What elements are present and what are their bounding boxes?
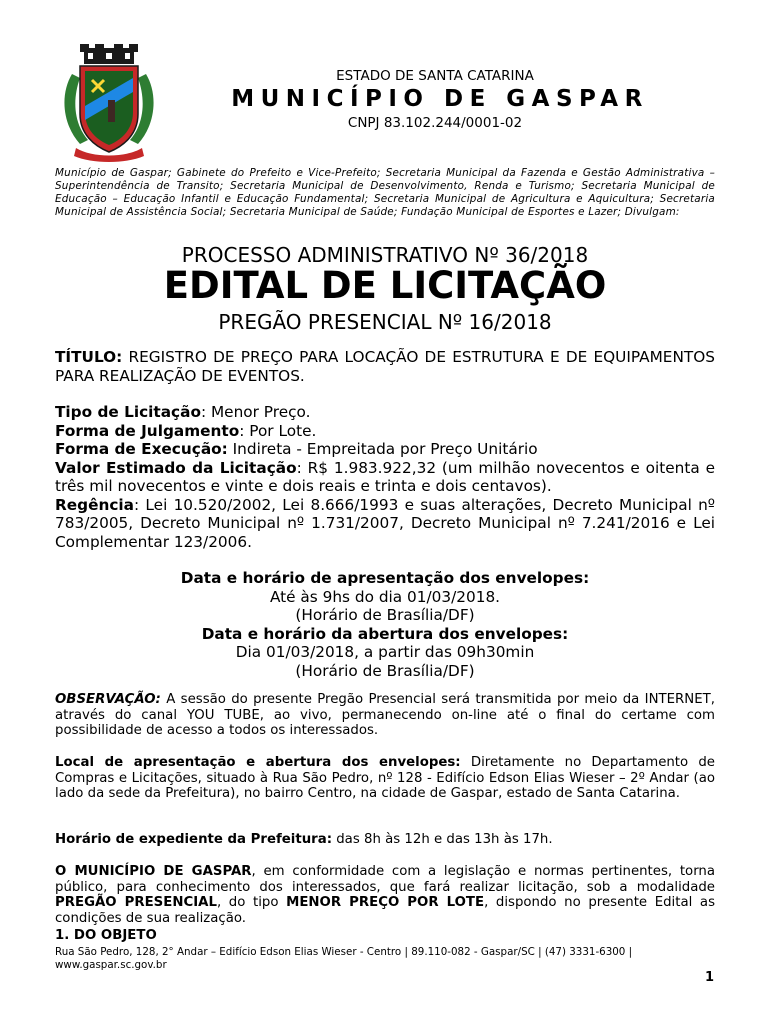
julgamento-label: Forma de Julgamento bbox=[55, 421, 240, 440]
regencia-line bbox=[55, 496, 715, 552]
organizations-list: Município de Gaspar; Gabinete do Prefeito e Vice-Prefeito; Secretaria Municipal da Fazenda e Gestão Administrativa – Superintendência de Transito; Secretaria Municipal de Desenvolvimento, Renda e Turismo; Secretaria Municipal de Educação – Educação Infantil e Educação Fundamental; Secretaria Municipal de Agricultura e Aquicultura; Secretaria Municipal de Assistência Social; Secretaria Municipal de Saúde; Fundação Municipal de Esportes e Lazer; Divulgam: bbox=[55, 167, 715, 218]
titulo-text: REGISTRO DE PREÇO PARA LOCAÇÃO DE ESTRUTURA E DE EQUIPAMENTOS PARA REALIZAÇÃO DE EVENTOS. bbox=[55, 348, 715, 385]
section-1-title: 1. DO OBJETO bbox=[55, 928, 157, 943]
intro-bold-2: PREGÃO PRESENCIAL bbox=[55, 895, 217, 910]
document-title: EDITAL DE LICITAÇÃO bbox=[163, 264, 607, 307]
intro-bold-3: MENOR PREÇO POR LOTE bbox=[286, 895, 485, 910]
observacao-label: OBSERVAÇÃO: bbox=[55, 692, 161, 707]
apresentacao-title: Data e horário de apresentação dos envelopes: bbox=[180, 569, 590, 587]
cnpj: CNPJ 83.102.244/0001-02 bbox=[347, 115, 523, 131]
abertura-date: Dia 01/03/2018, a partir das 09h30min bbox=[235, 643, 535, 661]
regencia-value: : Lei 10.520/2002, Lei 8.666/1993 e suas alterações, Decreto Municipal nº 783/2005, Decreto Municipal nº 1.731/2007, Decreto Municipal nº 7.241/2016 e Lei Complementar 123/2006. bbox=[55, 495, 715, 551]
apresentacao-timezone: (Horário de Brasília/DF) bbox=[295, 606, 475, 624]
execucao-line bbox=[55, 440, 715, 459]
state-name: ESTADO DE SANTA CATARINA bbox=[336, 68, 534, 84]
abertura-timezone: (Horário de Brasília/DF) bbox=[295, 661, 475, 680]
local-text: Diretamente no Departamento de Compras e Licitações, situado à Rua São Pedro, nº 128 - Edifício Edson Elias Wieser – 2º Andar (ao lado da sede da Prefeitura), no bairro Centro, na cidade de Gaspar, estado de Santa Catarina. bbox=[55, 755, 715, 801]
details-block bbox=[55, 403, 715, 551]
pregao-number: PREGÃO PRESENCIAL Nº 16/2018 bbox=[218, 310, 552, 334]
intro-text-2: , do tipo bbox=[216, 895, 287, 910]
titulo-paragraph bbox=[55, 348, 715, 385]
intro-text-1: , em conformidade com a legislação e normas pertinentes, torna público, para conhecimento dos interessados, que fará realizar licitação, sob a modalidade bbox=[55, 864, 715, 895]
valor-label: Valor Estimado da Licitação bbox=[55, 458, 297, 477]
horario-label: Horário de expediente da Prefeitura: bbox=[55, 832, 333, 847]
valor-value: : R$ 1.983.922,32 (um milhão novecentos e oitenta e três mil novecentos e vinte e dois reais e trinta e dois centavos). bbox=[55, 458, 715, 495]
intro-paragraph bbox=[55, 864, 715, 926]
horario-text: das 8h às 12h e das 13h às 17h. bbox=[332, 832, 553, 847]
abertura-title: Data e horário da abertura dos envelopes: bbox=[201, 624, 569, 643]
intro-bold-1: O MUNICÍPIO DE GASPAR bbox=[55, 864, 252, 879]
execucao-label: Forma de Execução: bbox=[55, 440, 228, 458]
process-number: PROCESSO ADMINISTRATIVO Nº 36/2018 bbox=[181, 243, 589, 267]
footer-website-link[interactable]: www.gaspar.sc.gov.br bbox=[55, 958, 167, 971]
julgamento-line bbox=[55, 422, 715, 441]
julgamento-value: : Por Lote. bbox=[239, 421, 317, 440]
schedule-block bbox=[55, 569, 715, 680]
tipo-label: Tipo de Licitação bbox=[55, 403, 201, 421]
horario-paragraph bbox=[55, 832, 715, 848]
observacao-text: A sessão do presente Pregão Presencial será transmitida por meio da INTERNET, através do canal YOU TUBE, ao vivo, permanecendo on-line até o final do certame com possibilidade de acesso a todos os interessados. bbox=[55, 692, 715, 738]
intro-text-3: , dispondo no presente Edital as condições de sua realização. bbox=[55, 895, 716, 926]
section-heading bbox=[55, 928, 715, 944]
apresentacao-date: Até às 9hs do dia 01/03/2018. bbox=[269, 587, 501, 606]
footer-address: Rua São Pedro, 128, 2° Andar – Edifício Edson Elias Wieser - Centro | 89.110-082 - Gaspar/SC | (47) 3331-6300 | bbox=[55, 946, 633, 958]
observacao-paragraph bbox=[55, 692, 715, 739]
titulo-label: TÍTULO: bbox=[55, 348, 123, 366]
valor-line bbox=[55, 459, 715, 496]
municipality-name: MUNICÍPIO DE GASPAR bbox=[231, 86, 649, 112]
local-paragraph bbox=[55, 755, 715, 802]
municipal-coat-of-arms-icon bbox=[58, 44, 160, 162]
execucao-value: Indireta - Empreitada por Preço Unitário bbox=[227, 440, 538, 458]
regencia-label: Regência bbox=[55, 495, 135, 514]
page-number: 1 bbox=[704, 970, 714, 985]
page-footer bbox=[55, 946, 705, 971]
tipo-line bbox=[55, 403, 715, 422]
local-label: Local de apresentação e abertura dos envelopes: bbox=[55, 755, 461, 770]
tipo-value: : Menor Preço. bbox=[200, 403, 311, 421]
